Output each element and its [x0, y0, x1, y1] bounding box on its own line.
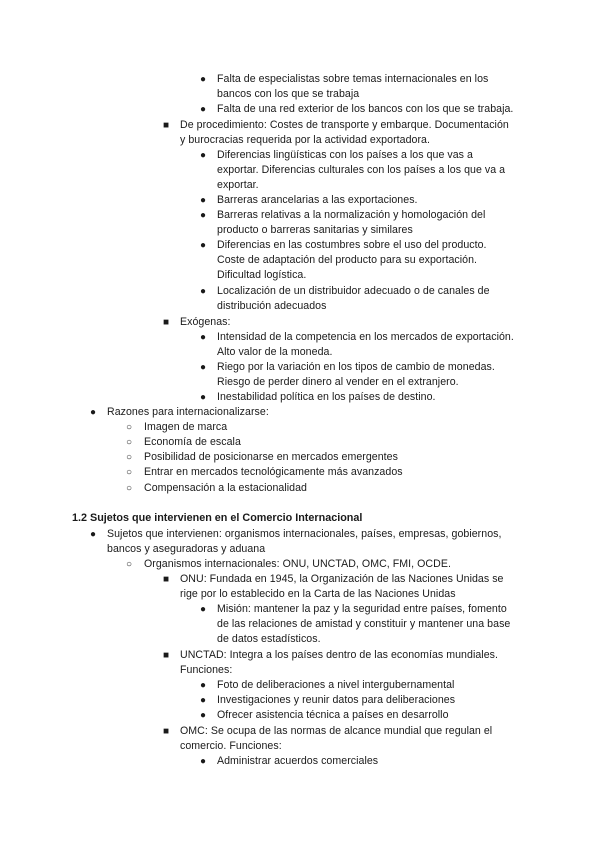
bullet-square: ■: [162, 650, 170, 661]
bullet-filled: ●: [199, 392, 207, 403]
section-heading: 1.2 Sujetos que intervienen en el Comercio Internacional: [72, 512, 363, 524]
list-item-text: de datos estadísticos.: [217, 633, 321, 645]
list-item-text: rige por lo establecido en la Carta de las Naciones Unidas: [180, 588, 456, 600]
list-item-text: Riesgo de perder dinero al vender en el extranjero.: [217, 376, 459, 388]
list-item-text: Organismos internacionales: ONU, UNCTAD, OMC, FMI, OCDE.: [144, 558, 451, 570]
bullet-square: ■: [162, 317, 170, 328]
bullet-filled: ●: [199, 756, 207, 767]
list-item-text: Falta de una red exterior de los bancos con los que se trabaja.: [217, 103, 514, 115]
bullet-filled: ●: [199, 286, 207, 297]
list-item-text: producto o barreras sanitarias y similares: [217, 224, 413, 236]
list-item-text: Diferencias lingüísticas con los países a los que vas a: [217, 149, 473, 161]
bullet-filled: ●: [89, 529, 97, 540]
bullet-filled: ●: [199, 150, 207, 161]
list-item-text: Localización de un distribuidor adecuado o de canales de: [217, 285, 490, 297]
bullet-square: ■: [162, 120, 170, 131]
bullet-square: ■: [162, 726, 170, 737]
list-item-text: Razones para internacionalizarse:: [107, 406, 269, 418]
bullet-filled: ●: [199, 195, 207, 206]
list-item-text: Sujetos que intervienen: organismos internacionales, países, empresas, gobiernos,: [107, 528, 502, 540]
bullet-filled: ●: [199, 710, 207, 721]
list-item-text: Alto valor de la moneda.: [217, 346, 333, 358]
list-item-text: ONU: Fundada en 1945, la Organización de las Naciones Unidas se: [180, 573, 504, 585]
list-item-text: Administrar acuerdos comerciales: [217, 755, 379, 767]
list-item-text: Economía de escala: [144, 436, 241, 448]
list-item-text: Funciones:: [180, 664, 233, 676]
bullet-hollow: ○: [125, 467, 133, 478]
bullet-hollow: ○: [125, 559, 133, 570]
list-item-text: Misión: mantener la paz y la seguridad entre países, fomento: [217, 603, 507, 615]
list-item-text: UNCTAD: Integra a los países dentro de las economías mundiales.: [180, 649, 498, 661]
list-item-text: Barreras arancelarias a las exportaciones.: [217, 194, 418, 206]
list-item-text: Investigaciones y reunir datos para deliberaciones: [217, 694, 456, 706]
list-item-text: distribución adecuados: [217, 300, 327, 312]
list-item-text: exportar. Diferencias culturales con los países a los que va a: [217, 164, 506, 176]
bullet-filled: ●: [89, 407, 97, 418]
bullet-filled: ●: [199, 332, 207, 343]
bullet-filled: ●: [199, 104, 207, 115]
bullet-square: ■: [162, 574, 170, 585]
list-item-text: Foto de deliberaciones a nivel intergubernamental: [217, 679, 455, 691]
list-item-text: de las relaciones de amistad y constituir y mantener una base: [217, 618, 511, 630]
list-item-text: exportar.: [217, 179, 259, 191]
bullet-filled: ●: [199, 362, 207, 373]
list-item-text: Ofrecer asistencia técnica a países en desarrollo: [217, 709, 449, 721]
bullet-hollow: ○: [125, 483, 133, 494]
list-item-text: Dificultad logística.: [217, 269, 307, 281]
bullet-filled: ●: [199, 604, 207, 615]
list-item-text: Imagen de marca: [144, 421, 228, 433]
list-item-text: bancos y aseguradoras y aduana: [107, 543, 266, 555]
list-item-text: Coste de adaptación del producto para su exportación.: [217, 254, 478, 266]
bullet-filled: ●: [199, 74, 207, 85]
bullet-filled: ●: [199, 240, 207, 251]
list-item-text: Entrar en mercados tecnológicamente más avanzados: [144, 466, 403, 478]
bullet-filled: ●: [199, 680, 207, 691]
list-item-text: Posibilidad de posicionarse en mercados emergentes: [144, 451, 398, 463]
list-item-text: Exógenas:: [180, 316, 231, 328]
bullet-hollow: ○: [125, 452, 133, 463]
bullet-hollow: ○: [125, 422, 133, 433]
list-item-text: bancos con los que se trabaja: [217, 88, 360, 100]
list-item-text: comercio. Funciones:: [180, 740, 282, 752]
list-item-text: Falta de especialistas sobre temas internacionales en los: [217, 73, 489, 85]
list-item-text: Compensación a la estacionalidad: [144, 482, 307, 494]
bullet-filled: ●: [199, 210, 207, 221]
list-item-text: De procedimiento: Costes de transporte y embarque. Documentación: [180, 119, 509, 131]
list-item-text: Inestabilidad política en los países de destino.: [217, 391, 436, 403]
list-item-text: Riego por la variación en los tipos de cambio de monedas.: [217, 361, 495, 373]
list-item-text: OMC: Se ocupa de las normas de alcance mundial que regulan el: [180, 725, 493, 737]
list-item-text: y burocracias requerida por la actividad exportadora.: [180, 134, 430, 146]
list-item-text: Diferencias en las costumbres sobre el uso del producto.: [217, 239, 487, 251]
bullet-filled: ●: [199, 695, 207, 706]
bullet-hollow: ○: [125, 437, 133, 448]
list-item-text: Barreras relativas a la normalización y homologación del: [217, 209, 486, 221]
list-item-text: Intensidad de la competencia en los mercados de exportación.: [217, 331, 514, 343]
